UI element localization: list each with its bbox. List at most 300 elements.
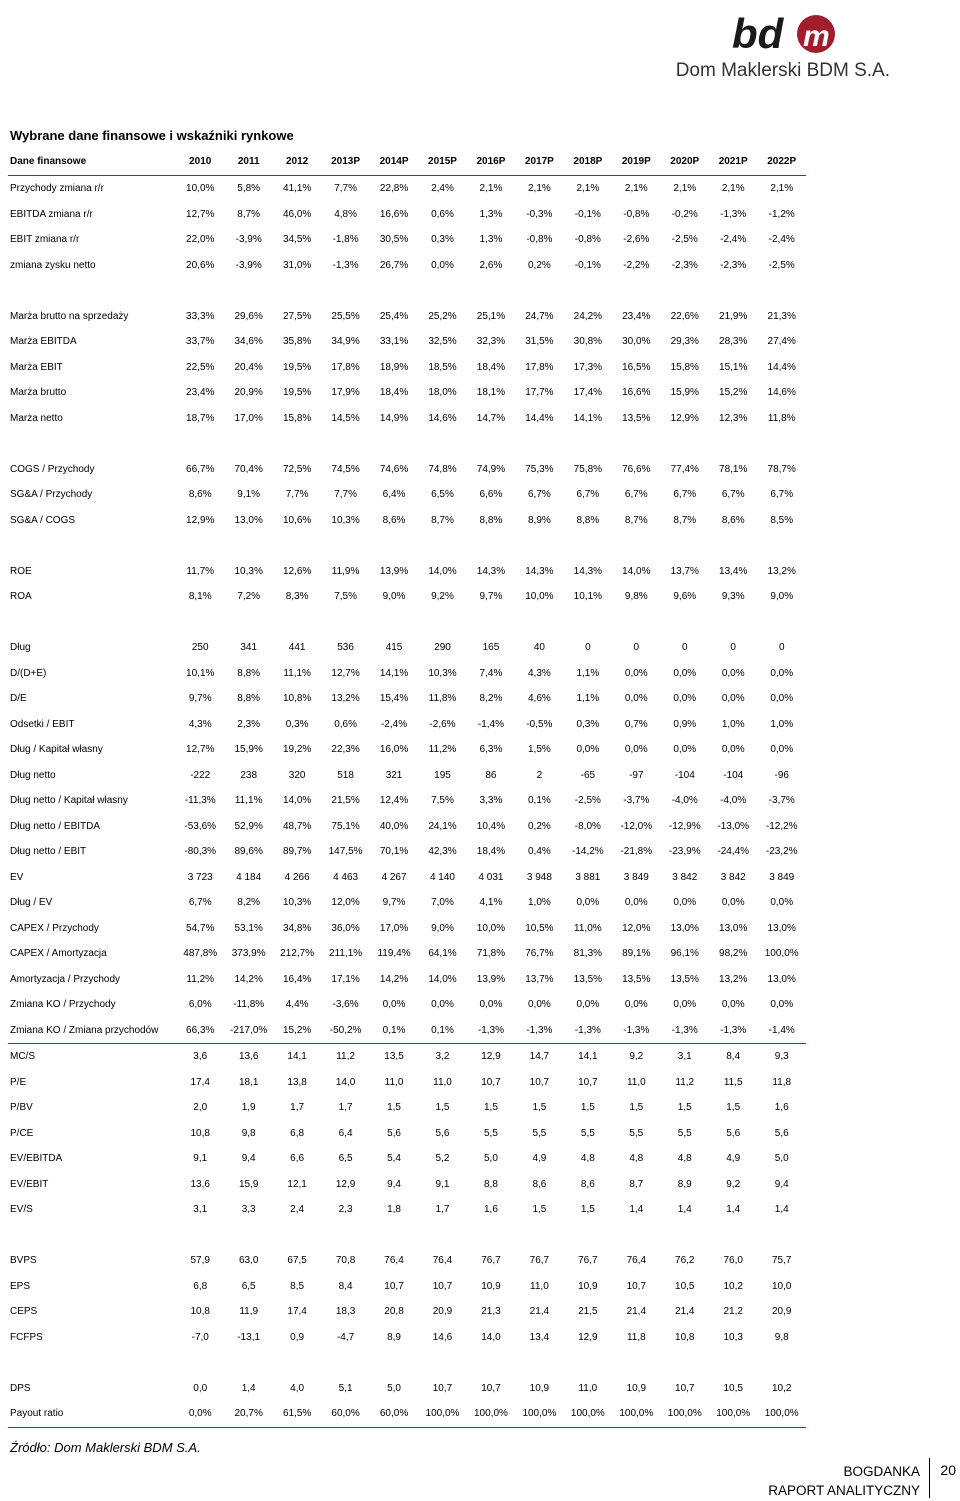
row-value: 15,8% [670,361,699,373]
row-value: 11,1% [234,795,263,807]
row-value: 76,7 [481,1255,501,1267]
row-value: 0,2% [528,820,551,832]
header-year: 2012 [273,148,321,176]
row-value: 13,2% [767,565,796,577]
row-value: 5,2 [435,1153,450,1165]
row-value: 34,6% [234,336,263,348]
row-value: 6,8 [290,1127,305,1139]
footer-info [720,1462,920,1500]
row-value: 0,9 [290,1331,305,1343]
row-value: 3 849 [769,871,795,883]
table-row [8,1325,806,1351]
row-value: 15,9% [670,387,699,399]
row-value: 14,6% [767,387,796,399]
company-name: Dom Maklerski BDM S.A. [675,60,890,81]
row-value: 18,1 [238,1076,259,1088]
row-value: 1,7 [290,1102,305,1114]
row-value: 6,8 [193,1280,208,1292]
row-value: -1,2% [768,208,795,220]
row-value: 8,7 [629,1178,644,1190]
row-value: 0,0% [673,744,697,756]
row-value: 100,0% [757,1401,806,1427]
row-value: 0,4% [528,846,551,858]
row-value: 75,3% [525,463,554,475]
row-value: 31,0% [282,259,312,271]
row-value: 10,3% [331,514,360,526]
row-value: 0,0% [528,999,551,1011]
row-value: 3 881 [575,871,601,883]
row-label: Marża brutto na sprzedaży [10,310,129,322]
row-value: 12,4% [379,795,409,807]
row-value: 100,0% [467,1401,515,1427]
row-value: 2,1% [673,183,697,195]
row-value: 14,5% [331,412,360,424]
row-value: 14,1% [379,667,409,679]
row-value: 10,3 [723,1331,743,1343]
section-title: Wybrane dane finansowe i wskaźniki rynkowe [10,128,294,143]
row-value: 14,6% [428,412,457,424]
row-label: Marża EBITDA [10,336,77,348]
row-value: -4,0% [720,795,747,807]
row-value: 10,7 [675,1382,695,1394]
row-value: 100,0% [515,1401,563,1427]
row-value: 10,3% [234,565,263,577]
row-label: D/(D+E) [10,667,47,679]
row-value: 14,3% [573,565,603,577]
row-value: 1,5 [677,1102,692,1114]
header-year: 2015P [418,148,466,176]
row-value: 1,5 [580,1204,595,1216]
row-value: 6,7% [528,489,551,501]
row-value: 0,0% [770,693,794,705]
row-value: 119,4% [377,948,411,960]
row-value: 18,5% [428,361,457,373]
row-value: 0,0% [624,693,648,705]
table-row [8,176,806,202]
row-value: 22,3% [331,744,360,756]
row-value: 0 [633,642,640,654]
row-value: 25,2% [428,310,457,322]
row-value: 14,3% [525,565,554,577]
row-value: 22,6% [670,310,699,322]
row-value: 0,0% [673,897,697,909]
row-value: 0,0% [721,744,745,756]
row-value: 1,1% [576,693,600,705]
row-value: -50,2% [321,1018,369,1044]
spacer-row [8,1223,806,1249]
row-value: 3,1 [193,1204,208,1216]
table-row [8,661,806,687]
row-value: 96,1% [670,948,699,960]
row-value: 20,6% [186,259,215,271]
row-value: 10,0% [186,183,215,195]
row-value: 0,0% [479,999,503,1011]
footer-report-type: RAPORT ANALITYCZNY [768,1483,920,1498]
row-value: 2 [536,769,543,781]
row-value: 0,1% [418,1018,466,1044]
row-value: 0,0% [770,667,794,679]
row-label: EBIT zmiana r/r [10,234,80,246]
row-value: 27,4% [767,336,796,348]
table-row [8,202,806,228]
row-value: 14,9% [379,412,409,424]
row-value: 1,5 [532,1102,547,1114]
row-value: 60,0% [321,1401,369,1427]
row-value: 10,3% [282,897,312,909]
table-row [8,763,806,789]
table-row [8,788,806,814]
table-row [8,941,806,967]
row-value: 0,0% [382,999,406,1011]
row-value: 2,6% [479,259,503,271]
row-value: -53,6% [184,820,217,832]
row-value: 18,9% [379,361,409,373]
row-value: 195 [434,769,451,781]
row-value: 13,4% [719,565,748,577]
row-label: Dług netto / Kapitał własny [10,795,128,807]
row-value: 1,5 [726,1102,741,1114]
row-value: 13,5 [384,1051,404,1063]
row-value: -2,6% [623,234,650,246]
row-value: 14,0% [622,565,651,577]
row-value: 6,7% [576,489,600,501]
row-value: 40 [533,642,545,654]
row-value: 9,3 [774,1051,789,1063]
row-value: 4 140 [429,871,455,883]
table-row [8,227,806,253]
row-value: 10,8 [190,1127,210,1139]
row-value: -1,3% [467,1018,515,1044]
row-value: -11,8% [233,999,265,1011]
row-value: 341 [240,642,258,654]
row-value: -0,8% [623,208,650,220]
table-row [8,1299,806,1325]
row-value: 100,0% [418,1401,466,1427]
row-label: EPS [10,1280,31,1292]
row-value: 6,7% [770,489,794,501]
row-value: 81,3% [573,948,603,960]
table-row [8,1018,806,1044]
row-value: 4,3% [528,667,551,679]
row-value: 8,7% [237,208,261,220]
row-value: 26,7% [379,259,409,271]
table-row [8,839,806,865]
row-value: 11,0 [626,1076,646,1088]
row-value: 7,0% [431,897,454,909]
row-value: 1,5 [483,1102,498,1114]
spacer-row [8,533,806,559]
row-value: -1,3% [564,1018,612,1044]
row-value: 12,6% [282,565,312,577]
row-value: 74,9% [476,463,506,475]
row-label: ROE [10,565,32,577]
table-row [8,1121,806,1147]
row-value: -13,1 [237,1331,261,1343]
row-value: -23,2% [765,846,798,858]
row-value: 8,4 [338,1280,353,1292]
row-value: 32,5% [428,336,457,348]
row-value: -1,3% [720,208,747,220]
row-value: 21,4 [529,1306,550,1318]
row-value: 10,8 [675,1331,695,1343]
row-value: 9,2 [726,1178,741,1190]
row-value: 1,6 [483,1204,498,1216]
spacer-cell [8,533,806,559]
row-value: 17,1% [331,973,360,985]
table-row [8,559,806,585]
row-value: 7,7% [334,183,357,195]
svg-text:bd: bd [732,10,784,54]
row-value: 6,3% [479,744,503,756]
row-value: 9,3% [721,591,745,603]
row-value: 14,2% [234,973,263,985]
row-value: 12,7% [186,208,215,220]
row-value: 14,4% [767,361,796,373]
row-label: FCFPS [10,1331,43,1343]
row-value: 0,0% [576,999,600,1011]
row-value: 8,5 [290,1280,305,1292]
row-value: 16,0% [379,744,409,756]
table-row [8,992,806,1018]
row-value: 100,0% [612,1401,660,1427]
row-value: 12,0% [622,922,651,934]
row-value: 21,5 [578,1306,598,1318]
row-value: 52,9% [234,820,263,832]
row-value: 12,1 [287,1178,307,1190]
row-value: 5,0 [387,1382,401,1394]
row-value: 5,6 [726,1127,741,1139]
row-value: 12,9 [335,1178,356,1190]
row-value: 12,9 [481,1051,501,1063]
row-value: 10,7 [481,1076,501,1088]
row-value: 10,7 [384,1280,404,1292]
row-value: 10,6% [282,514,312,526]
row-value: 77,4% [670,463,699,475]
header-year: 2010 [176,148,224,176]
row-value: 22,0% [186,234,215,246]
table-row [8,406,806,432]
row-value: 212,7% [280,948,315,960]
row-value: 0,0% [176,1401,224,1427]
row-value: 4 463 [333,871,359,883]
row-value: 0,0% [770,999,794,1011]
row-label: SG&A / COGS [10,514,76,526]
row-value: 32,3% [476,336,506,348]
row-value: 15,1% [719,361,748,373]
table-row [8,380,806,406]
table-row [8,329,806,355]
spacer-cell [8,1223,806,1249]
row-value: 165 [482,642,500,654]
row-value: 10,5 [723,1382,743,1394]
row-value: 12,9% [670,412,699,424]
row-value: 21,2 [723,1306,743,1318]
row-value: 17,4 [190,1076,210,1088]
row-value: 74,8% [428,463,457,475]
row-value: 10,9 [578,1280,598,1292]
row-value: -1,4% [477,718,504,730]
row-value: 2,1% [624,183,648,195]
row-value: 10,9 [529,1382,550,1394]
spacer-row [8,610,806,636]
row-value: -96 [774,769,789,781]
row-value: -2,2% [623,259,650,271]
row-value: 0,7% [624,718,648,730]
row-value: 70,1% [379,846,409,858]
row-value: 1,3% [479,234,503,246]
row-value: 74,5% [331,463,360,475]
table-row [8,1274,806,1300]
table-row [8,482,806,508]
row-value: 8,9% [528,514,551,526]
row-value: 9,4 [774,1178,789,1190]
row-value: 10,7 [432,1280,453,1292]
row-value: -4,7 [336,1331,355,1343]
row-value: 72,5% [282,463,312,475]
row-value: 8,4 [726,1051,741,1063]
row-value: 9,7% [382,897,406,909]
row-value: 3,3 [241,1204,256,1216]
row-value: -1,3% [612,1018,660,1044]
row-value: -14,2% [572,846,604,858]
spacer-cell [8,610,806,636]
row-value: 14,7% [476,412,506,424]
header-year: 2017P [515,148,563,176]
row-value: 67,5 [287,1255,307,1267]
row-value: 8,6% [721,514,745,526]
row-value: 11,9% [331,565,360,577]
row-value: 211,1% [328,948,363,960]
row-value: 12,9 [578,1331,598,1343]
row-label: EV/EBITDA [10,1153,63,1165]
table-row [8,737,806,763]
row-value: 0,0% [624,744,648,756]
row-value: 100,0% [764,948,799,960]
row-value: 536 [337,642,354,654]
row-value: 12,3% [719,412,748,424]
row-value: 24,1% [428,820,457,832]
row-value: 13,5% [670,973,699,985]
row-value: -0,5% [526,718,553,730]
row-value: -1,3% [709,1018,757,1044]
row-value: -2,4% [768,234,795,246]
row-value: 6,7% [188,897,212,909]
spacer-row [8,278,806,304]
row-value: -80,3% [184,846,217,858]
row-value: 11,8 [626,1331,646,1343]
row-value: 2,1% [770,183,794,195]
row-value: 8,1% [188,591,212,603]
row-value: 8,3% [285,591,309,603]
row-value: 89,6% [234,846,263,858]
row-value: 9,2% [431,591,454,603]
header-year: 2020P [661,148,709,176]
row-label: EBITDA zmiana r/r [10,208,93,220]
row-value: -1,8% [332,234,359,246]
row-value: 8,8% [479,514,503,526]
row-value: 14,0% [282,795,312,807]
row-value: 0,6% [431,208,454,220]
row-value: 147,5% [328,846,363,858]
row-value: 30,5% [379,234,409,246]
row-value: 8,8% [576,514,600,526]
row-value: 0,0% [576,897,600,909]
row-value: 4,3% [188,718,212,730]
row-value: 11,0 [530,1280,549,1292]
row-value: -0,8% [526,234,553,246]
row-value: 17,7% [525,387,554,399]
row-value: 0,0 [193,1382,208,1394]
row-value: 9,0% [770,591,794,603]
row-value: 2,3 [338,1204,353,1216]
row-value: 27,5% [282,310,312,322]
row-value: 13,6 [190,1178,210,1190]
spacer-row [8,1350,806,1376]
row-value: -0,2% [671,208,698,220]
row-value: 89,1% [622,948,651,960]
row-value: 16,5% [622,361,651,373]
row-value: 5,0 [774,1153,789,1165]
row-value: 14,7 [529,1051,550,1063]
row-value: -4,0% [671,795,698,807]
row-value: 17,8% [331,361,360,373]
row-value: 42,3% [428,846,457,858]
row-value: 13,9% [379,565,409,577]
row-value: -0,1% [574,259,601,271]
row-label: EV [10,871,24,883]
row-value: 13,0% [767,922,796,934]
row-value: 12,7% [186,744,215,756]
row-value: 13,0% [719,922,748,934]
row-value: 3,2 [435,1051,450,1063]
row-value: -2,3% [671,259,698,271]
row-value: 36,0% [331,922,360,934]
row-value: 17,9% [331,387,360,399]
row-label: Zmiana KO / Przychody [10,999,116,1011]
row-value: 23,4% [186,387,215,399]
source-note: Źródło: Dom Maklerski BDM S.A. [10,1440,201,1455]
row-value: 21,4 [675,1306,695,1318]
row-value: 0,0% [770,897,794,909]
row-value: 71,8% [476,948,506,960]
table-row [8,1172,806,1198]
row-value: 9,4 [387,1178,401,1190]
row-value: 9,4 [241,1153,256,1165]
row-value: 13,0% [234,514,263,526]
row-value: 23,4% [622,310,651,322]
table-row [8,1146,806,1172]
row-value: 2,0 [193,1102,208,1114]
row-value: 17,4 [287,1306,307,1318]
row-value: -2,5% [768,259,795,271]
row-value: 9,1 [193,1153,208,1165]
row-value: 1,5 [532,1204,547,1216]
row-value: 20,8 [384,1306,404,1318]
row-value: 2,1% [528,183,551,195]
row-value: 25,4% [379,310,409,322]
row-value: 1,5 [629,1102,644,1114]
row-value: 10,3% [428,667,457,679]
row-value: 4,8% [334,208,357,220]
table-row [8,890,806,916]
row-value: 40,0% [379,820,409,832]
row-value: 21,4 [626,1306,647,1318]
row-label: Przychody zmiana r/r [10,183,104,195]
row-label: Marża brutto [10,387,67,399]
row-value: 518 [337,769,354,781]
row-value: 18,4% [476,361,506,373]
row-value: 10,0% [525,591,554,603]
